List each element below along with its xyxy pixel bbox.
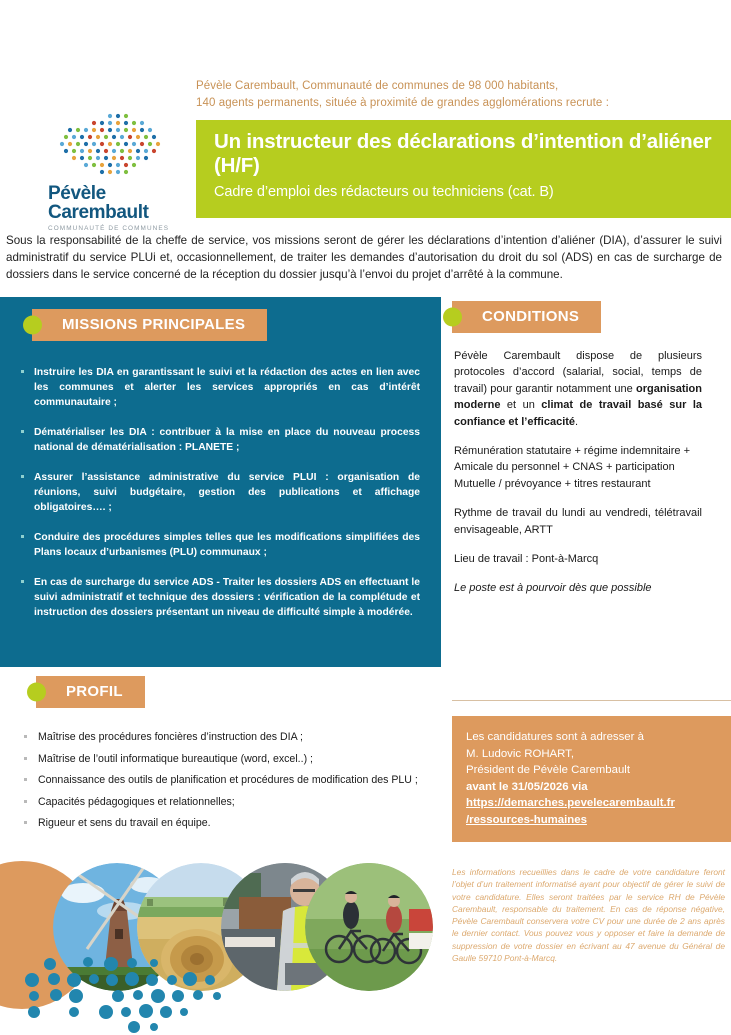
apply-url-link-continued[interactable]: /ressources-humaines	[466, 813, 587, 826]
recruiter-intro	[196, 78, 676, 112]
badge-dot-icon	[23, 316, 42, 335]
logo-dot-map-icon	[48, 112, 184, 182]
conditions-bold-modern-organisation: organisation moderne	[454, 382, 702, 412]
logo-tagline: COMMUNAUTÉ DE COMMUNES	[48, 225, 170, 232]
cyclists-photo-illustration	[305, 863, 433, 991]
conditions-paragraph-protocols	[454, 348, 702, 430]
apply-url-link[interactable]: https://demarches.pevelecarembault.fr	[466, 797, 675, 809]
conditions-heading	[452, 301, 601, 333]
conditions-paragraph-remuneration: Rémunération statutaire + régime indemnitaire + Amicale du personnel + CNAS + participation Mutuelle / prévoyance + titres restaurant	[454, 445, 691, 490]
conditions-paragraph-schedule: Rythme de travail du lundi au vendredi, télétravail envisageable, ARTT	[454, 507, 702, 536]
cyclists-photo	[305, 863, 433, 991]
profil-heading-badge	[36, 676, 145, 708]
profil-heading	[36, 676, 145, 708]
organization-logo	[48, 112, 188, 232]
profil-heading-label: PROFIL	[66, 683, 123, 700]
apply-contact-name: M. Ludovic ROHART,	[466, 747, 575, 760]
apply-contact-role: Président de Pévèle Carembault	[466, 764, 630, 776]
logo-wordmark	[48, 184, 188, 222]
badge-dot-icon	[443, 308, 462, 327]
list-item: Maîtrise de l’outil informatique bureautique (word, excel..) ;	[22, 752, 442, 766]
list-item: En cas de surcharge du service ADS - Traiter les dossiers ADS en effectuant le suivi administratif et technique des dossiers : vérification de la complétude et instruction des dossiers présentant un niveau de difficulté simple à modérée.	[20, 575, 420, 620]
recruiter-intro-line-2: 140 agents permanents, située à proximité de grandes agglomérations recrute :	[196, 97, 609, 109]
conditions-paragraph-availability: Le poste est à pourvoir dès que possible	[454, 582, 652, 595]
photo-strip	[0, 855, 440, 1035]
list-item: Instruire les DIA en garantissant le suivi et la rédaction des actes en lien avec les communes et alerter les services appropriés en cas d’intérêt communautaire ;	[20, 365, 420, 410]
conditions-text-part-3: .	[575, 415, 579, 428]
conditions-bold-work-climate: climat de travail basé sur la confiance et l’efficacité	[454, 399, 703, 428]
list-item: Conduire des procédures simples telles que les modifications simplifiées des Plans locaux d’urbanismes (PLU) communaux ;	[20, 530, 420, 560]
profil-list	[22, 730, 442, 838]
apply-line-1: Les candidatures sont à adresser à	[466, 731, 644, 743]
list-item: Maîtrise des procédures foncières d’instruction des DIA ;	[22, 730, 442, 744]
application-instructions-box	[452, 716, 731, 842]
missions-heading	[32, 309, 267, 341]
job-title: Un instructeur des déclarations d’intention d’aliéner (H/F)	[214, 130, 712, 177]
logo-wordmark-line-2: Carembault	[48, 202, 149, 223]
badge-dot-icon	[27, 683, 46, 702]
job-title-banner	[196, 120, 731, 218]
decorative-dot-pattern	[14, 950, 254, 1035]
list-item: Capacités pédagogiques et relationnelles;	[22, 795, 442, 809]
gdpr-legal-notice: Les informations recueillies dans le cadre de votre candidature feront l’objet d’un traitement informatisé ayant pour objectif de gérer le suivi de votre candidature. Elles seront traitées par le service RH de Pévèle Carembault, responsable du traitement. En cas de réponse négative, Pévèle Carembault conservera votre CV pour une durée de 2 ans après le dernier contact. Vous pouvez vous y opposer et faire la demande de suppression de votre dossier en écrivant au 47 avenue du Général de Gaulle 59710 Pont-à-Marcq.	[452, 867, 725, 964]
missions-list	[20, 365, 420, 635]
apply-divider	[452, 700, 731, 701]
list-item: Rigueur et sens du travail en équipe.	[22, 816, 442, 830]
apply-deadline: avant le 31/05/2026 via	[466, 780, 588, 793]
list-item: Connaissance des outils de planification et procédures de modification des PLU ;	[22, 773, 442, 787]
missions-panel	[0, 297, 441, 667]
missions-heading-badge	[32, 309, 267, 341]
list-item: Dématérialiser les DIA : contribuer à la mise en place du nouveau process national de dématérialisation : PLANETE ;	[20, 425, 420, 455]
conditions-body	[454, 348, 702, 610]
mission-intro-paragraph: Sous la responsabilité de la cheffe de service, vos missions seront de gérer les déclarations d’intention d’aliéner (DIA), d’assurer le suivi administratif du service PLUi et, occasionnellement, de traiter les demandes d’autorisation du droit du sol (ADS) en cas de surcharge de dossiers dans le service concerné de la réception du dossier jusqu’à l’envoi du projet d’arrêté à la commune.	[6, 234, 722, 282]
recruiter-intro-line-1: Pévèle Carembault, Communauté de communes de 98 000 habitants,	[196, 80, 559, 92]
logo-wordmark-line-1: Pévèle	[48, 183, 106, 204]
conditions-paragraph-location: Lieu de travail : Pont-à-Marcq	[454, 553, 599, 566]
list-item: Assurer l’assistance administrative du service PLUI : organisation de réunions, suivi budgétaire, gestion des publications et affichage obligatoires…. ;	[20, 470, 420, 515]
conditions-text-part-2: et un	[500, 399, 542, 412]
conditions-heading-badge	[452, 301, 601, 333]
job-subtitle: Cadre d’emploi des rédacteurs ou techniciens (cat. B)	[214, 184, 554, 200]
missions-heading-label: MISSIONS PRINCIPALES	[62, 316, 246, 333]
conditions-heading-label: CONDITIONS	[482, 308, 580, 325]
conditions-text-part-1: Pévèle Carembault dispose de plusieurs protocoles d’accord (salarial, social, temps de travail) pour garantir notamment une	[454, 350, 702, 395]
